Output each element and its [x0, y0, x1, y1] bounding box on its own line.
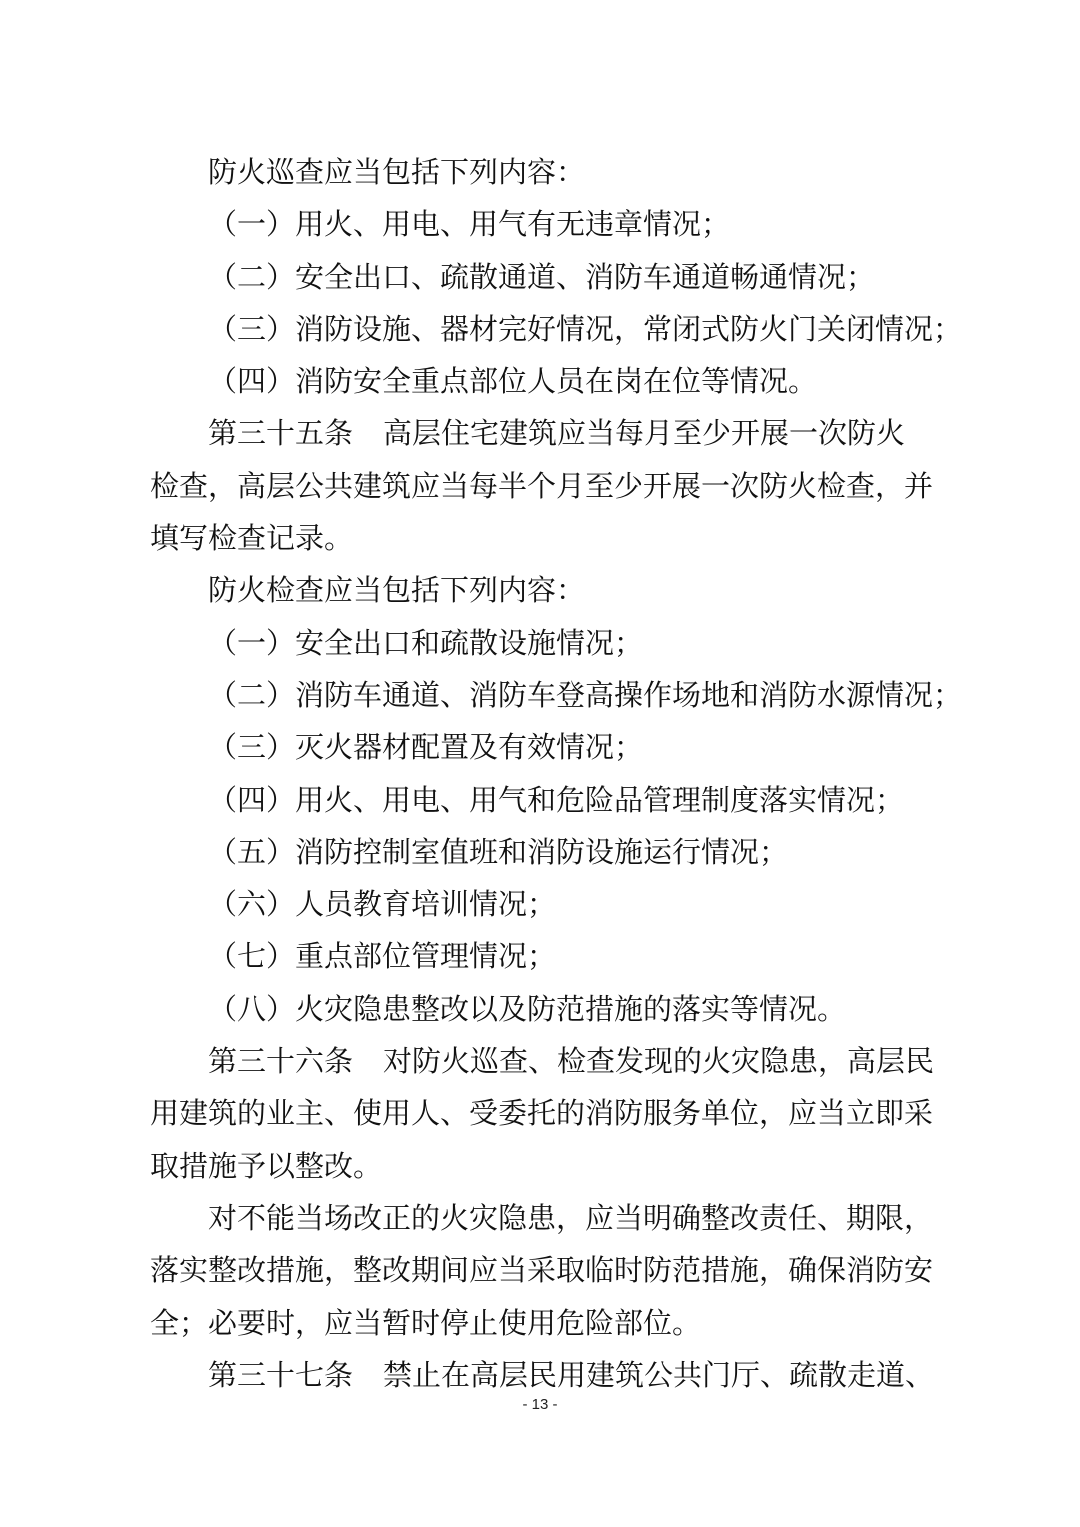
article-number: 第三十五条 — [208, 416, 354, 451]
paragraph-line: 用建筑的业主、使用人、受委托的消防服务单位，应当立即采 — [150, 1096, 934, 1131]
paragraph-line: 落实整改措施，整改期间应当采取临时防范措施，确保消防安 — [150, 1253, 934, 1288]
article-text: 高层住宅建筑应当每月至少开展一次防火 — [383, 416, 906, 451]
list-item: （一）用火、用电、用气有无违章情况； — [208, 207, 731, 242]
list-item: （四）用火、用电、用气和危险品管理制度落实情况； — [208, 782, 905, 817]
page-number: - 13 - — [522, 1396, 558, 1413]
article-text: 禁止在高层民用建筑公共门厅、疏散走道、 — [383, 1357, 935, 1392]
paragraph-line: 取措施予以整改。 — [150, 1148, 383, 1183]
list-item: （八）火灾隐患整改以及防范措施的落实等情况。 — [208, 991, 847, 1026]
list-item: （六）人员教育培训情况； — [208, 887, 557, 922]
list-item: （五）消防控制室值班和消防设施运行情况； — [208, 834, 789, 869]
article-text: 对防火巡查、检查发现的火灾隐患，高层民 — [383, 1044, 935, 1079]
list-item: （二）消防车通道、消防车登高操作场地和消防水源情况； — [208, 677, 963, 712]
paragraph-line: 填写检查记录。 — [150, 521, 354, 556]
article-number: 第三十七条 — [208, 1357, 354, 1392]
list-item: （一）安全出口和疏散设施情况； — [208, 625, 644, 660]
article-35-line — [150, 407, 940, 459]
paragraph-line: 防火检查应当包括下列内容： — [208, 573, 586, 608]
paragraph-line: 防火巡查应当包括下列内容： — [208, 155, 586, 189]
document-body — [150, 146, 963, 1401]
article-36-line — [150, 1035, 940, 1087]
paragraph-line: 检查，高层公共建筑应当每半个月至少开展一次防火检查，并 — [150, 468, 934, 503]
list-item: （三）灭火器材配置及有效情况； — [208, 730, 644, 765]
paragraph-line: 对不能当场改正的火灾隐患，应当明确整改责任、期限， — [208, 1200, 934, 1235]
paragraph-line: 全；必要时，应当暂时停止使用危险部位。 — [150, 1305, 702, 1340]
article-37-line — [150, 1349, 940, 1401]
list-item: （三）消防设施、器材完好情况，常闭式防火门关闭情况； — [208, 311, 963, 346]
list-item: （四）消防安全重点部位人员在岗在位等情况。 — [208, 364, 818, 399]
list-item: （七）重点部位管理情况； — [208, 939, 557, 974]
list-item: （二）安全出口、疏散通道、消防车通道畅通情况； — [208, 259, 876, 294]
article-number: 第三十六条 — [208, 1044, 354, 1079]
